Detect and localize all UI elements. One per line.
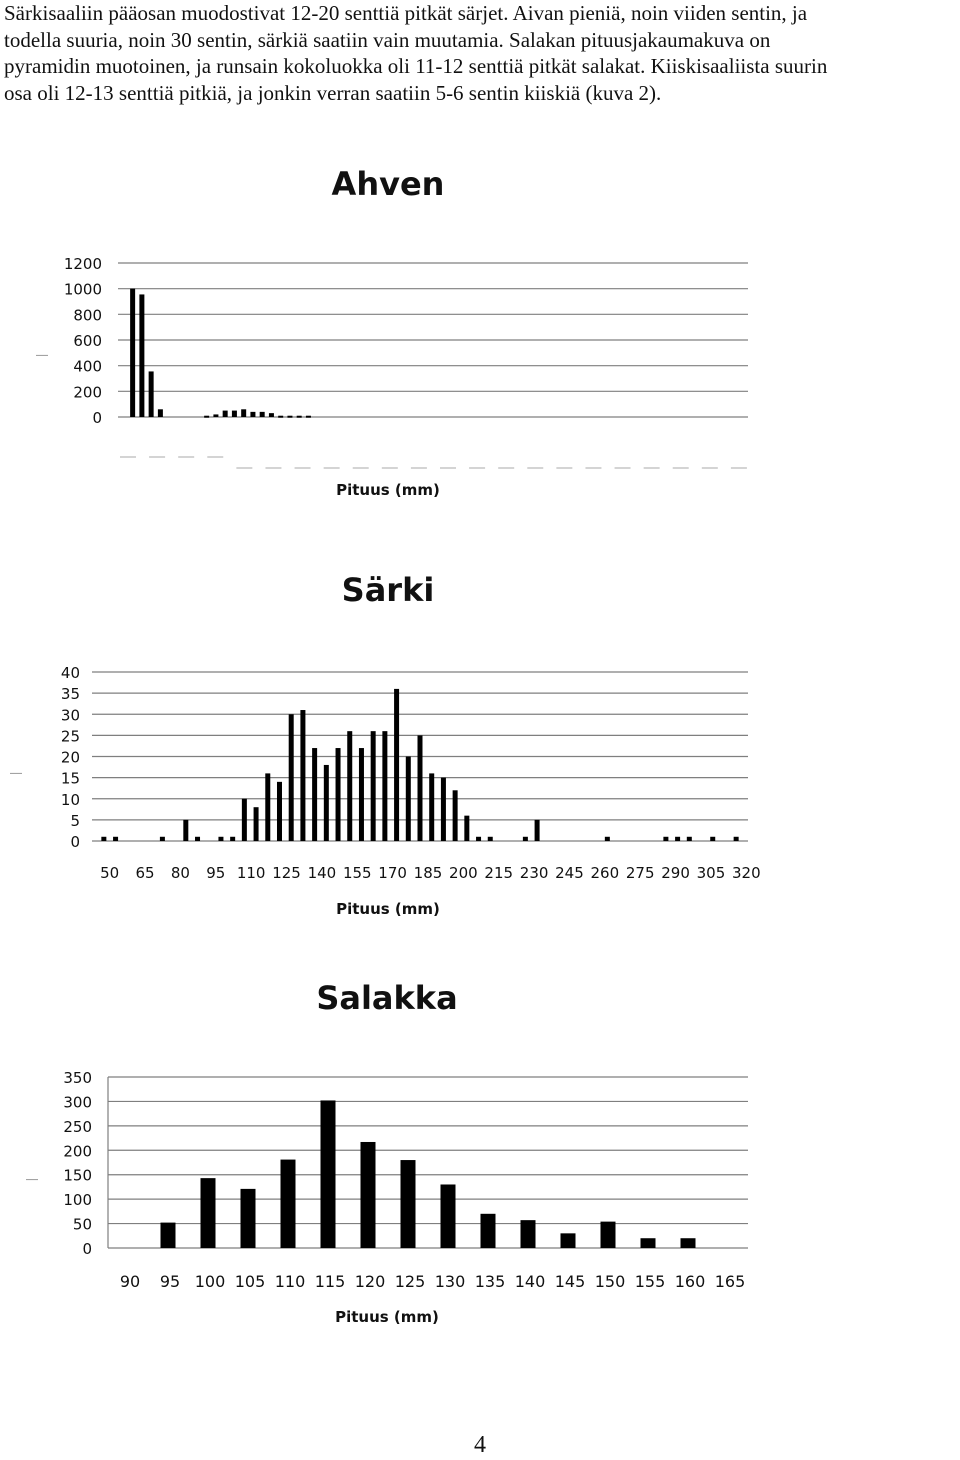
bar: [601, 1222, 616, 1248]
x-tick-label: 140: [514, 1272, 546, 1291]
x-tick-label: 110: [236, 864, 266, 882]
y-tick-label: 800: [73, 306, 102, 325]
ahven-chart-svg: [0, 150, 960, 510]
y-tick-label: 20: [60, 748, 80, 767]
bar: [535, 820, 540, 841]
x-tick-label: 170: [378, 864, 407, 882]
x-tick-label: 110: [274, 1272, 306, 1291]
x-tick-label: 105: [234, 1272, 266, 1291]
bar: [312, 748, 317, 841]
bar: [242, 799, 247, 841]
bar: [710, 837, 715, 841]
bar: [287, 416, 292, 418]
bar: [260, 412, 265, 417]
x-tick-label: 155: [634, 1272, 666, 1291]
bar: [324, 765, 329, 841]
bar: [218, 837, 223, 841]
x-tick-label: 245: [555, 864, 584, 882]
x-tick-label: 140: [307, 864, 337, 882]
bar: [464, 816, 469, 841]
bar: [641, 1238, 656, 1248]
y-tick-label: 15: [60, 769, 80, 788]
bar: [269, 413, 274, 417]
bar: [361, 1142, 376, 1248]
bar: [241, 409, 246, 417]
y-tick-label: 600: [73, 332, 102, 350]
y-tick-label: 350: [63, 1069, 92, 1087]
bar: [232, 411, 237, 417]
bar: [204, 416, 209, 418]
x-axis-label: Pituus (mm): [336, 481, 440, 499]
y-tick-label: 0: [92, 409, 102, 427]
bar: [306, 416, 311, 418]
intro-paragraph: [4, 0, 956, 106]
bar: [681, 1238, 696, 1248]
x-tick-label: 275: [625, 864, 655, 882]
intro-line: Särkisaaliin pääosan muodostivat 12-20 senttiä pitkät särjet. Aivan pieniä, noin viiden sentin, ja: [4, 1, 808, 25]
bar: [297, 416, 302, 418]
intro-line: osa oli 12-13 senttiä pitkiä, ja jonkin verran saatiin 5-6 sentin kiiskiä (kuva 2).: [4, 80, 662, 105]
y-tick-label: 150: [63, 1166, 92, 1185]
bar: [183, 820, 188, 841]
bar: [401, 1160, 416, 1248]
y-tick-label: 10: [60, 790, 80, 809]
bar: [481, 1214, 496, 1248]
chart-title: Ahven: [331, 165, 445, 203]
page-number: 4: [474, 1432, 486, 1458]
y-tick-label: 200: [73, 383, 102, 402]
bar: [453, 790, 458, 841]
bar: [149, 371, 154, 417]
bar: [160, 837, 165, 841]
bar: [359, 748, 364, 841]
bar: [195, 837, 200, 841]
x-tick-label: 305: [696, 864, 726, 882]
bar: [139, 294, 144, 417]
y-tick-label: 0: [82, 1240, 92, 1258]
intro-line: todella suuria, noin 30 sentin, särkiä saatiin vain muutamia. Salakan pituusjakaumakuva on: [4, 27, 771, 52]
bar: [161, 1223, 176, 1248]
y-tick-label: 200: [63, 1142, 92, 1161]
bar: [488, 837, 493, 841]
x-tick-label: 90: [119, 1272, 141, 1291]
bar: [281, 1160, 296, 1248]
bar: [675, 837, 680, 841]
x-tick-label: 290: [661, 864, 690, 882]
bar: [241, 1189, 256, 1248]
salakka-chart-svg: [0, 970, 960, 1340]
x-tick-label: 160: [674, 1272, 706, 1291]
bar: [476, 837, 481, 841]
bar: [265, 773, 270, 841]
bar: [663, 837, 668, 841]
bar: [347, 731, 352, 841]
x-tick-label: 145: [554, 1272, 586, 1291]
x-tick-label: 125: [394, 1272, 426, 1291]
x-axis-label: Pituus (mm): [335, 1308, 439, 1326]
bar: [394, 689, 399, 841]
chart-title: Salakka: [316, 979, 458, 1017]
bar: [687, 837, 692, 841]
y-tick-label: 40: [60, 664, 80, 682]
y-tick-label: 25: [60, 727, 80, 746]
x-tick-label: 50: [100, 864, 120, 882]
bar: [429, 773, 434, 841]
bar: [300, 710, 305, 841]
bar: [336, 748, 341, 841]
bar: [254, 807, 259, 841]
ahven-chart: [0, 150, 960, 510]
salakka-chart: [0, 970, 960, 1340]
sarki-chart: [0, 560, 960, 930]
x-tick-label: 150: [594, 1272, 626, 1291]
bar: [277, 782, 282, 841]
chart-title: Särki: [341, 571, 435, 609]
intro-line: pyramidin muotoinen, ja runsain kokoluokka oli 11-12 senttiä pitkät salakat. Kiiskisaaliista suurin: [4, 54, 828, 78]
bar: [101, 837, 106, 841]
bar: [250, 412, 255, 417]
bar: [521, 1220, 536, 1248]
y-tick-label: 300: [63, 1093, 92, 1112]
x-tick-label: 260: [590, 864, 620, 882]
bar: [278, 416, 283, 418]
bar: [113, 837, 118, 841]
x-tick-label: 120: [354, 1272, 386, 1291]
bar: [130, 289, 135, 417]
x-tick-label: 215: [484, 864, 514, 882]
bar: [406, 757, 411, 842]
x-tick-label: 165: [714, 1272, 746, 1291]
y-tick-label: 1200: [63, 255, 102, 273]
bar: [230, 837, 235, 841]
bar: [201, 1178, 216, 1248]
bar: [734, 837, 739, 841]
x-tick-label: 80: [170, 864, 190, 882]
bar: [418, 735, 423, 841]
x-tick-label: 320: [731, 864, 761, 882]
x-axis-label: Pituus (mm): [336, 900, 440, 918]
y-tick-label: 1000: [63, 280, 102, 299]
bar: [441, 778, 446, 841]
y-tick-label: 100: [63, 1191, 92, 1210]
bar: [371, 731, 376, 841]
bar: [213, 414, 218, 417]
bar: [289, 714, 294, 841]
bar: [605, 837, 610, 841]
x-tick-label: 65: [135, 864, 155, 882]
x-tick-label: 130: [434, 1272, 466, 1291]
bar: [441, 1184, 456, 1248]
y-tick-label: 400: [73, 357, 102, 376]
y-tick-label: 30: [60, 706, 80, 725]
x-tick-label: 115: [314, 1272, 346, 1291]
bar: [523, 837, 528, 841]
bar: [223, 411, 228, 417]
y-tick-label: 35: [60, 685, 80, 704]
x-tick-label: 125: [272, 864, 301, 882]
x-tick-label: 200: [449, 864, 478, 882]
x-tick-label: 100: [194, 1272, 226, 1291]
bar: [561, 1233, 576, 1248]
y-tick-label: 50: [72, 1215, 92, 1234]
x-tick-label: 185: [413, 864, 443, 882]
sarki-chart-svg: [0, 560, 960, 930]
bar: [158, 409, 163, 417]
x-tick-label: 135: [474, 1272, 506, 1291]
y-tick-label: 0: [70, 833, 80, 851]
bar: [321, 1100, 336, 1248]
x-tick-label: 155: [342, 864, 372, 882]
y-tick-label: 250: [63, 1117, 92, 1136]
y-tick-label: 5: [70, 811, 80, 830]
x-tick-label: 230: [519, 864, 549, 882]
x-tick-label: 95: [206, 864, 226, 882]
bar: [382, 731, 387, 841]
x-tick-label: 95: [159, 1272, 181, 1291]
